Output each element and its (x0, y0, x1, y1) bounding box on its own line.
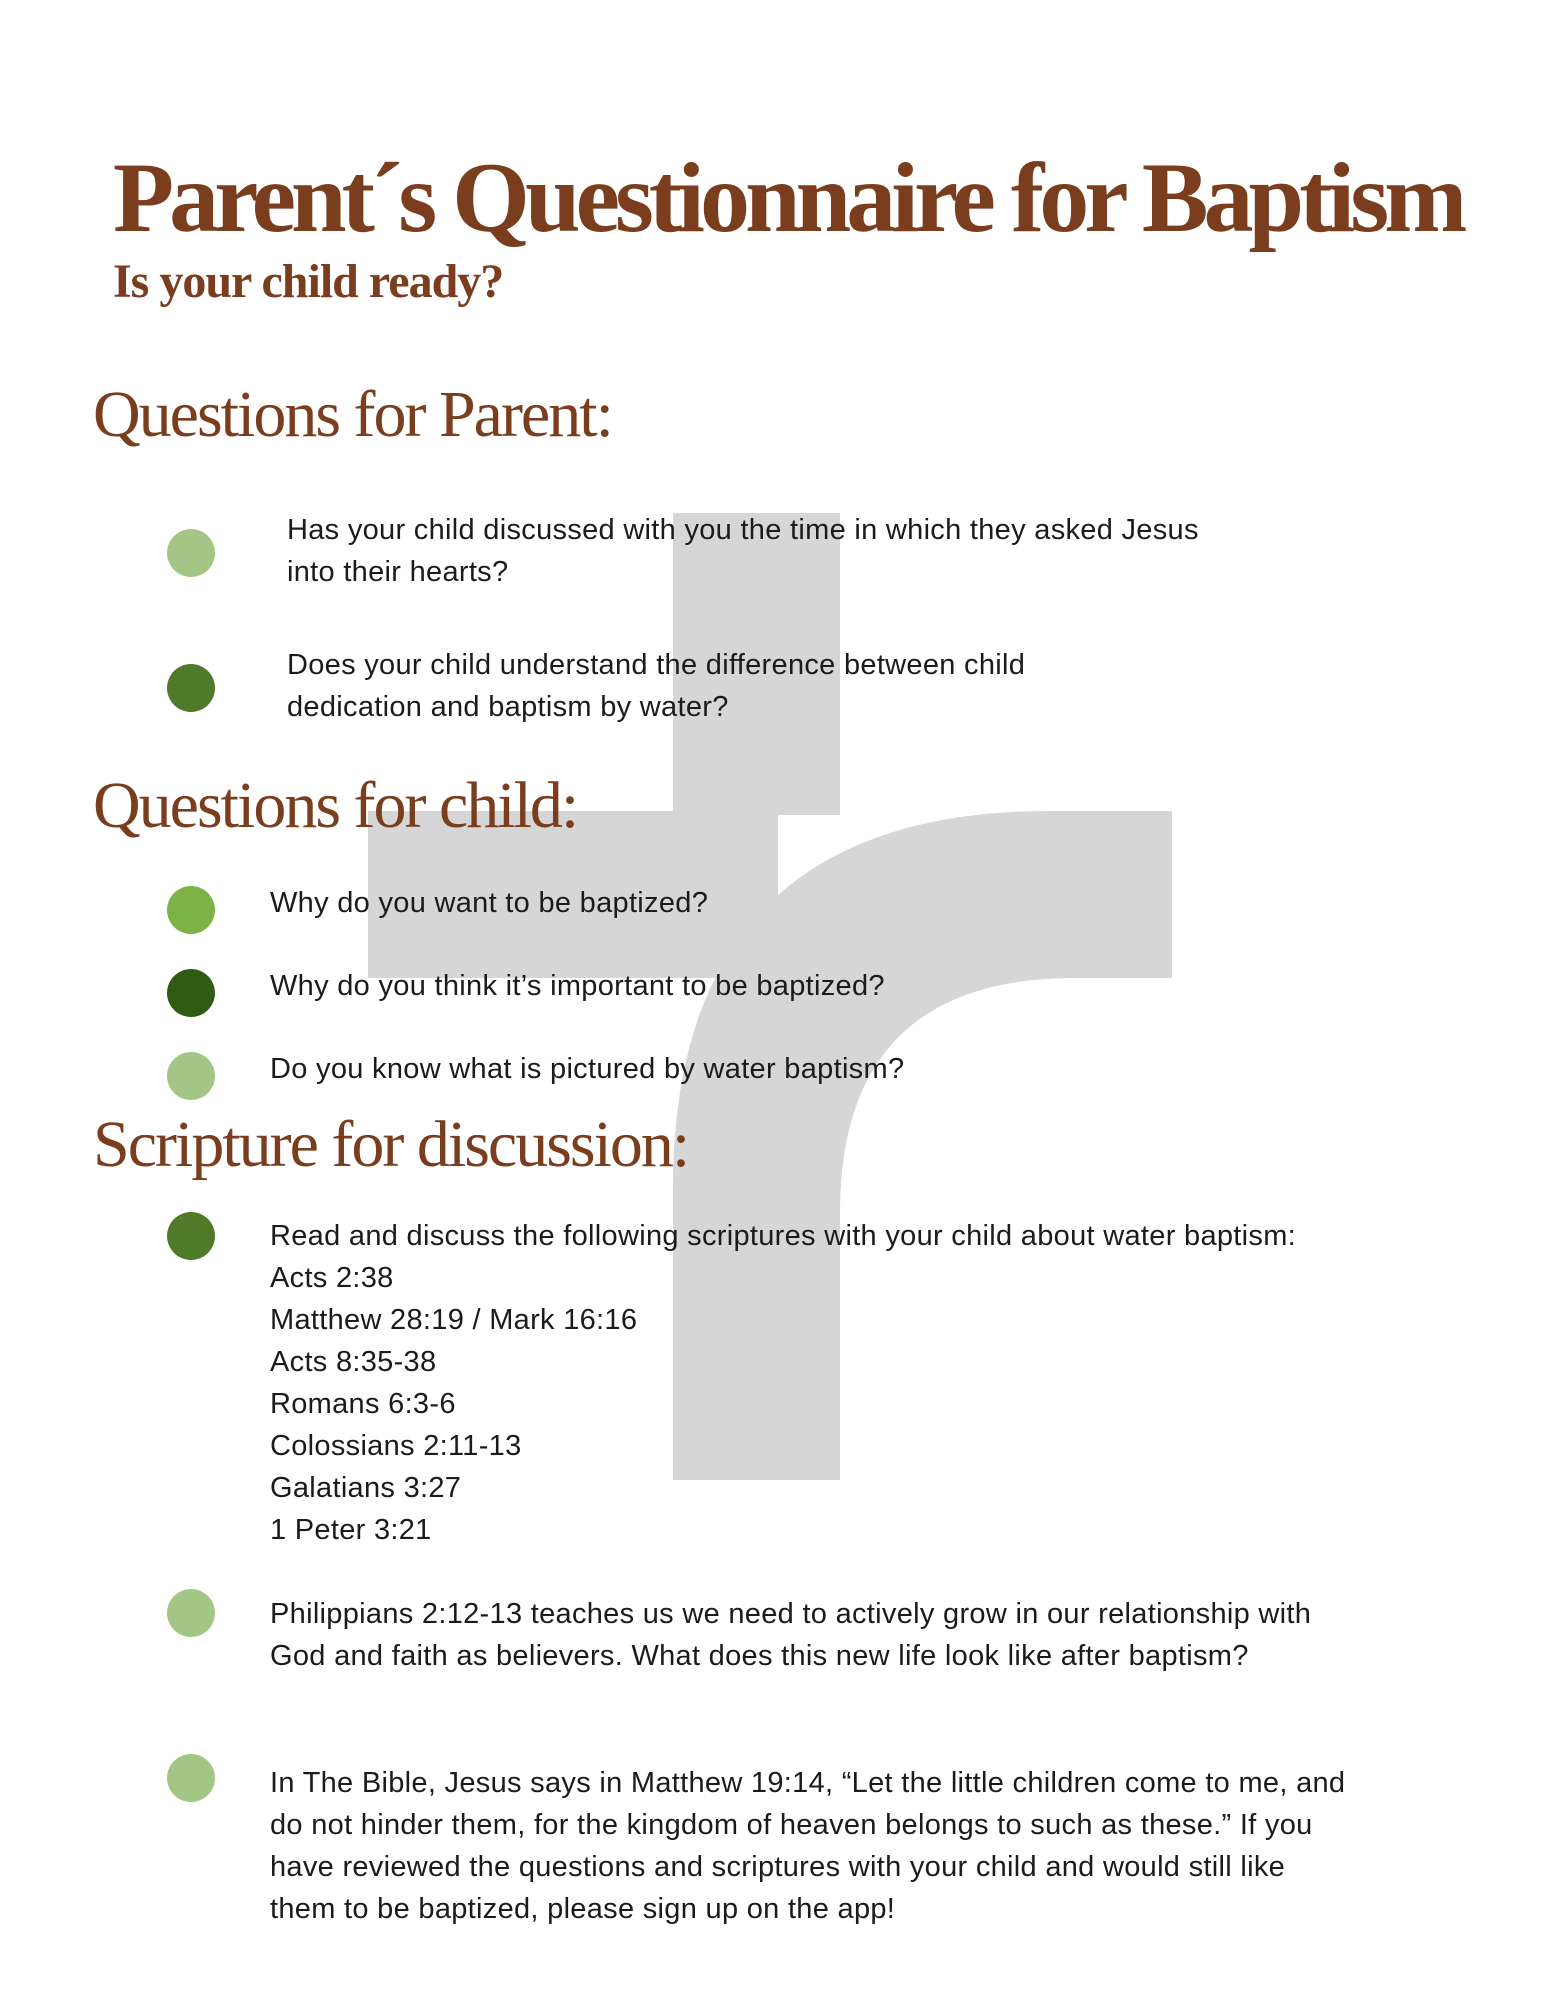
child-question-3: Do you know what is pictured by water baptism? (270, 1053, 905, 1085)
section-heading-child: Questions for child: (93, 769, 578, 842)
child-question-1: Why do you want to be baptized? (270, 887, 709, 919)
bullet-icon (167, 1212, 215, 1260)
page-title: Parent´s Questionnaire for Baptism (113, 142, 1463, 253)
page-subtitle: Is your child ready? (113, 255, 504, 308)
bullet-icon (167, 969, 215, 1017)
parent-question-2: Does your child understand the difference between child dedication and baptism by water? (287, 649, 1026, 723)
bullet-icon (167, 664, 215, 712)
scripture-philippians: Philippians 2:12-13 teaches us we need to actively grow in our relationship with God and faith as believers. What does this new life look like after baptism? (270, 1598, 1312, 1672)
scripture-closing: In The Bible, Jesus says in Matthew 19:14, “Let the little children come to me, and do not hinder them, for the kingdom of heaven belongs to such as these.” If you have reviewed the questions and scriptures with your child and would still like them to be baptized, please sign up on the app! (270, 1767, 1346, 1925)
parent-question-1: Has your child discussed with you the time in which they asked Jesus into their hearts? (287, 514, 1199, 588)
bullet-icon (167, 1052, 215, 1100)
section-heading-scripture: Scripture for discussion: (93, 1108, 689, 1181)
bullet-icon (167, 1754, 215, 1802)
bullet-icon (167, 886, 215, 934)
bullet-icon (167, 1589, 215, 1637)
scripture-list: Read and discuss the following scriptures with your child about water baptism: Acts 2:38 Matthew 28:19 / Mark 16:16 Acts 8:35-38 Romans 6:3-6 Colossians 2:11-13 Galatians 3:27 1 Peter 3:21 (270, 1220, 1297, 1546)
child-question-2: Why do you think it’s important to be baptized? (270, 970, 885, 1002)
section-heading-parent: Questions for Parent: (93, 378, 612, 451)
bullet-icon (167, 529, 215, 577)
